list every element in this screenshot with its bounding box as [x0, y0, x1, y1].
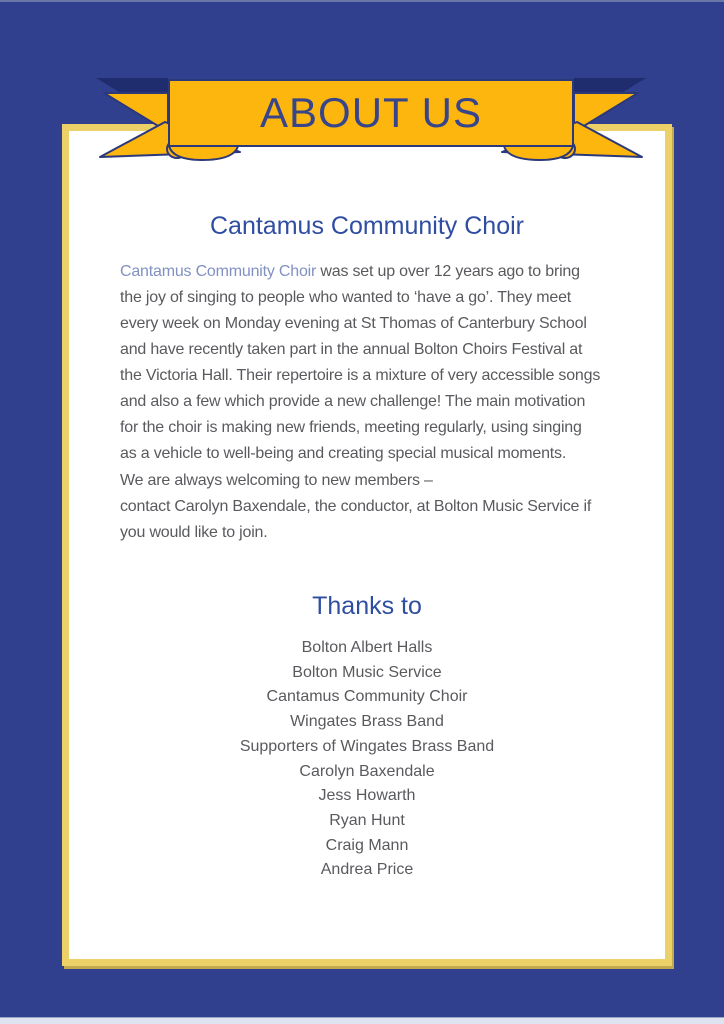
paragraph-line: the joy of singing to people who wanted to ‘have a go’. They meet — [120, 289, 572, 306]
choir-name-link[interactable]: Cantamus Community Choir — [120, 263, 317, 280]
paragraph-line: We are always welcoming to new members – — [120, 472, 433, 489]
choir-heading: Cantamus Community Choir — [210, 212, 524, 240]
about-paragraph — [120, 259, 600, 467]
thanks-list-item: Bolton Albert Halls — [301, 639, 433, 656]
paragraph-line: for the choir is making new friends, meeting regularly, using singing — [120, 419, 582, 436]
thanks-list-item: Jess Howarth — [318, 787, 416, 805]
paragraph-line: every week on Monday evening at St Thomas of Canterbury School — [120, 315, 587, 332]
paragraph-line: the Victoria Hall. Their repertoire is a mixture of very accessible songs — [120, 367, 601, 384]
paragraph-line: you would like to join. — [120, 524, 268, 541]
page-bottom-edge — [0, 1017, 724, 1024]
thanks-list-item: Ryan Hunt — [329, 811, 405, 829]
paragraph-line: and have recently taken part in the annual Bolton Choirs Festival at — [120, 341, 583, 358]
thanks-list-item: Cantamus Community Choir — [266, 688, 468, 706]
paragraph-line: and also a few which provide a new challenge! The main motivation — [120, 393, 586, 410]
paragraph-line: contact Carolyn Baxendale, the conductor, at Bolton Music Service if — [120, 498, 592, 515]
about-paragraph-lines — [120, 285, 600, 467]
thanks-list-item: Carolyn Baxendale — [299, 762, 435, 780]
thanks-list-item: Craig Mann — [325, 836, 409, 854]
thanks-list-item: Supporters of Wingates Brass Band — [239, 737, 495, 755]
thanks-list-item: Andrea Price — [320, 861, 414, 879]
paragraph-line-text: was set up over 12 years ago to bring — [316, 263, 580, 280]
thanks-list-item: Wingates Brass Band — [290, 713, 444, 731]
membership-paragraph — [120, 468, 591, 546]
paragraph-line — [120, 259, 600, 285]
ribbon-title: ABOUT US — [260, 89, 482, 136]
thanks-list — [62, 636, 672, 883]
paragraph-line: as a vehicle to well-being and creating special musical moments. — [120, 445, 567, 462]
thanks-list-item: Bolton Music Service — [292, 663, 442, 681]
thanks-heading: Thanks to — [312, 592, 422, 620]
